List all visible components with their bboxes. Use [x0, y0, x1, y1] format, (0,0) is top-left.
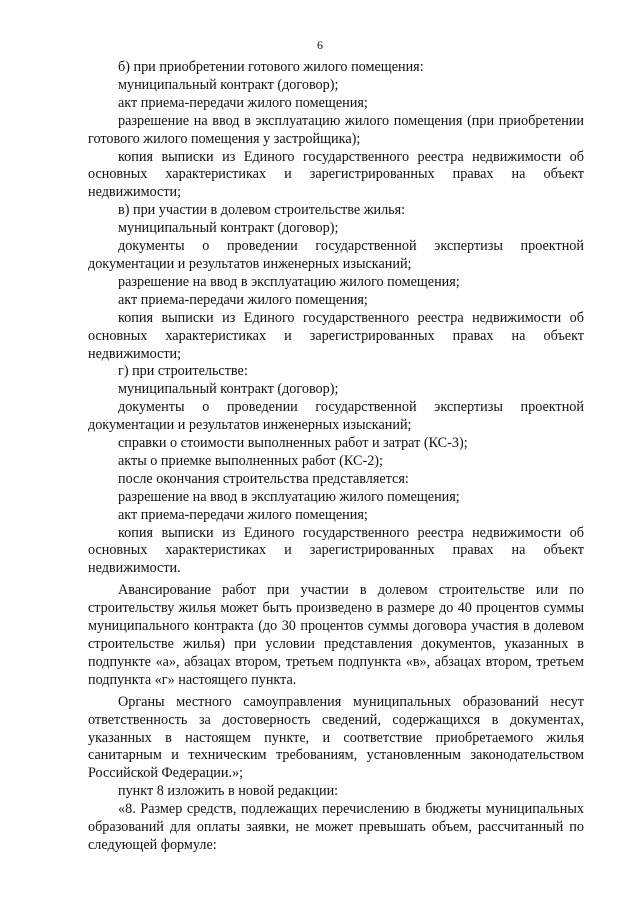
- paragraph-b-heading: б) при приобретении готового жилого помещения:: [118, 59, 424, 75]
- paragraph: акт приема-передачи жилого помещения;: [118, 506, 368, 523]
- paragraph: муниципальный контракт (договор);: [118, 381, 339, 398]
- paragraph-g-heading: г) при строительстве:: [118, 363, 248, 380]
- paragraph: документы о проведении государственной экспертизы проектной документации и результатов инженерных изысканий;: [88, 238, 584, 272]
- paragraph: акт приема-передачи жилого помещения;: [118, 291, 368, 308]
- paragraph: акт приема-передачи жилого помещения;: [118, 94, 368, 111]
- paragraph: муниципальный контракт (договор);: [118, 76, 339, 93]
- paragraph: разрешение на ввод в эксплуатацию жилого помещения (при приобретении готового жилого помещения у застройщика);: [88, 112, 584, 147]
- paragraph: документы о проведении государственной экспертизы проектной документации и результатов инженерных изысканий;: [88, 399, 584, 434]
- paragraph: копия выписки из Единого государственного реестра недвижимости об основных характеристиках и зарегистрированных правах на объект недвижимости;: [88, 148, 584, 201]
- paragraph: после окончания строительства представляется:: [118, 470, 409, 487]
- page-number: 6: [317, 38, 323, 52]
- paragraph-item-8: «8. Размер средств, подлежащих перечислению в бюджеты муниципальных образований для оплаты заявки, не может превышать объем, рассчитанный по следующей формуле:: [88, 801, 584, 853]
- paragraph-advance-payment: Авансирование работ при участии в долевом строительстве или по строительству жилья может быть произведено в размере до 40 процентов суммы муниципального контракта (до 30 процентов суммы договора участия в долевом строительстве жилья) при условии представления документов, указанных в подпункте «а», абзацах втором, третьем подпункта «в», абзацах втором, третьем подпункта «г» настоящего пункта.: [88, 582, 584, 688]
- paragraph: разрешение на ввод в эксплуатацию жилого помещения;: [118, 488, 460, 505]
- paragraph: копия выписки из Единого государственного реестра недвижимости об основных характеристиках и зарегистрированных правах на объект недвижимости;: [88, 309, 584, 362]
- paragraph: справки о стоимости выполненных работ и затрат (КС-3);: [118, 435, 468, 452]
- paragraph: акты о приемке выполненных работ (КС-2);: [118, 452, 383, 469]
- paragraph: пункт 8 изложить в новой редакции:: [118, 783, 339, 800]
- paragraph-responsibility: Органы местного самоуправления муниципальных образований несут ответственность за достоверность сведений, содержащихся в документах, указанных в настоящем пункте, и соответствие приобретаемого жилья санитарным и техническим требованиям, установленным законодательством Российской Федерации.»;: [88, 693, 584, 782]
- paragraph: муниципальный контракт (договор);: [118, 220, 339, 237]
- paragraph-v-heading: в) при участии в долевом строительстве жилья:: [118, 202, 406, 219]
- paragraph: копия выписки из Единого государственного реестра недвижимости об основных характеристиках и зарегистрированных правах на объект недвижимости.: [88, 524, 584, 577]
- document-body: [88, 59, 584, 855]
- paragraph: разрешение на ввод в эксплуатацию жилого помещения;: [118, 273, 460, 290]
